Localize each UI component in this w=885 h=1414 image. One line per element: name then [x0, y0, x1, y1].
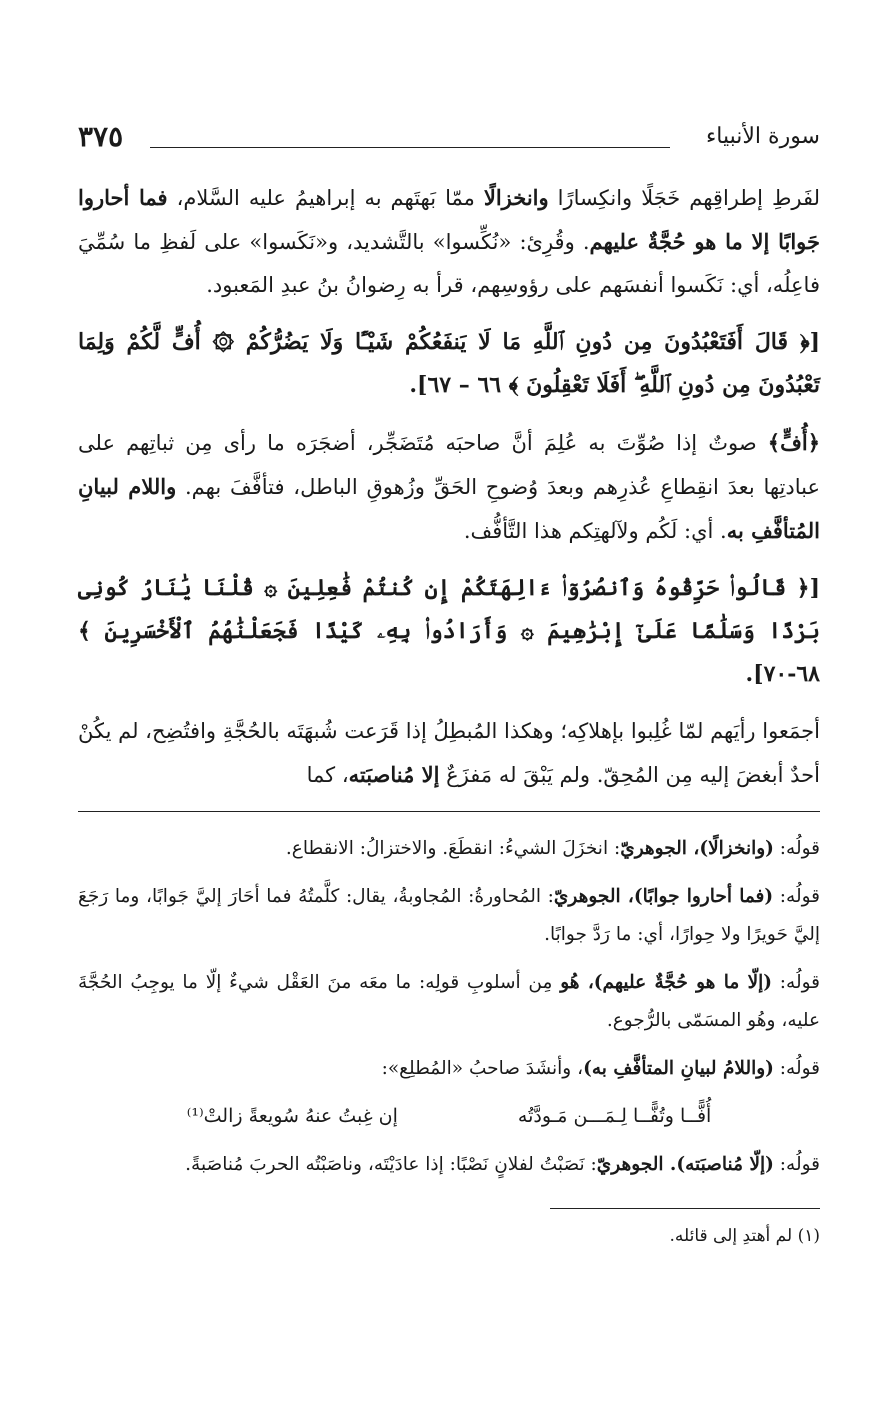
paragraph-3-text-a: أجمَعوا رأيَهم لمّا غُلِبوا بإهلاكِه؛ وهكذا المُبطِلُ إذا قَرَعت شُبهَتَه بالحُجَّةِ وافتُضِح، لم يكُنْ أحدٌ أبغضَ إليه مِن المُحِقّ. ولم يَبْقَ له مَفزَعٌ [78, 719, 820, 787]
note-2-text: : المُحاورةُ: المُجاوبةُ، يقال: كلَّمتُهُ فما أحَارَ إليَّ جَوابًا، وما رَجَعَ إليَّ حَويرًا ولا حِوارًا، أي: ما رَدَّ جوابًا. [78, 886, 820, 945]
poem-hemistich-first: أُفًّــا وتُفًّــا لِـمَـــن مَـودَّتُه [517, 1105, 712, 1127]
note-1-bold: (وانخزالًا)، الجوهريّ [620, 838, 774, 859]
note-4-bold: (واللامُ لبيانِ المتأفَّفِ به) [583, 1058, 774, 1079]
note-4-prefix: قولُه: [773, 1058, 820, 1079]
paragraph-3-bold: إلا مُناصبَته [348, 762, 440, 787]
quran-verse-1: [﴿ قَالَ أَفَتَعْبُدُونَ مِن دُونِ ٱللَّهِ مَا لَا يَنفَعُكُمْ شَيْـًٔا وَلَا يَضُرُّكُمْ ۞ أُفٍّ لَّكُمْ وَلِمَا تَعْبُدُونَ مِن دُونِ ٱللَّهِ ۖ أَفَلَا تَعْقِلُونَ ﴾ ٦٦ – ٦٧]. [78, 329, 820, 398]
note-5 [78, 1146, 820, 1184]
paragraph-2 [78, 421, 820, 553]
quran-verse-2: [﴿ قَالُوا۟ حَرِّقُوهُ وَٱنصُرُوٓا۟ ءَالِهَتَكُمْ إِن كُنتُمْ فَٰعِلِينَ ۞ قُلْنَا يَٰنَارُ كُونِى بَرْدًا وَسَلَٰمًا عَلَىٰٓ إِبْرَٰهِيمَ ۞ وَأَرَادُوا۟ بِهِۦ كَيْدًا فَجَعَلْنَٰهُمُ ٱلْأَخْسَرِينَ ﴾ ٦٨-٧٠]. [78, 575, 820, 687]
paragraph-1-text-a: لفَرطِ إطراقِهم خَجَلًا وانكِسارًا [548, 186, 820, 210]
paragraph-1 [78, 176, 820, 307]
page-header [78, 112, 820, 152]
note-3-prefix: قولُه: [772, 972, 820, 993]
poem-verse [78, 1098, 820, 1134]
note-3 [78, 964, 820, 1040]
main-text [78, 176, 820, 797]
paragraph-1-bold-a: وانخزالًا [483, 185, 549, 210]
paragraph-1-text-d: . وقُرِئ: «نُكِّسوا» بالتَّشديد، و«نَكَسوا» على لَفظِ ما سُمِّيَ فاعِلُه، أي: نَكَسوا أنفسَهم على رؤوسِهم، قرأ به رِضوانُ بنُ عبدِ المَعبود. [78, 230, 820, 297]
note-2-prefix: قولُه: [773, 886, 820, 907]
paragraph-2-text-d: . أي: لَكُم ولآلهتِكم هذا التَّأفُّف. [463, 519, 727, 543]
note-1-prefix: قولُه: [773, 838, 820, 859]
paragraph-3-text-c: ، كما [306, 763, 349, 787]
note-4 [78, 1050, 820, 1088]
note-1 [78, 830, 820, 868]
page-number: ٣٧٥ [78, 120, 124, 153]
note-5-text: : نَصَبْتُ لفلانٍ نَصْبًا: إذا عادَيْتَه، وناصَبْتُه الحربَ مُناصَبةً. [185, 1154, 597, 1175]
note-3-bold: (إلّا ما هو حُجَّةٌ عليهم)، هُو [560, 972, 773, 993]
paragraph-2-keyword: ﴿أُفٍّ﴾ [767, 430, 820, 455]
surah-title: سورة الأنبياء [705, 124, 820, 149]
paragraph-1-text-c: ممّا بَهتَهم به إبراهيمُ عليه السَّلام، [167, 186, 484, 210]
paragraph-2-text-b: صوتٌ إذا صُوِّتَ به عُلِمَ أنَّ صاحبَه مُتَضَجِّر، أضجَرَه ما رأى مِن ثباتِهم على عبادتِها بعدَ انقِطاعِ عُذرِهم وبعدَ وُضوحِ الحَقِّ وزُهوقِ الباطل، فتأفَّفَ بهم. [78, 431, 820, 499]
paragraph-2-bold: واللام لبيانِ المُتأفَّفِ به [78, 474, 820, 543]
footnote-1: (١) لم أهتدِ إلى قائله. [669, 1226, 820, 1246]
note-1-text: : انخزَلَ الشيءُ: انقطَعَ. والاختزالُ: الانقطاع. [285, 838, 621, 859]
note-4-text: ، وأنشَدَ صاحبُ «المُطلِع»: [381, 1058, 584, 1079]
paragraph-1-bold-b: فما أحاروا جَوابًا إلا ما هو حُجَّةٌ عليهم [78, 185, 820, 254]
note-5-bold: (إلّا مُناصبَته). الجوهريّ [596, 1154, 774, 1175]
paragraph-3 [78, 710, 820, 797]
poem-hemistich-second: إن غِبتُ عنهُ سُويعةً زالتْ⁽¹⁾ [186, 1105, 398, 1127]
note-3-text: مِن أسلوبِ قولِه: ما معَه منَ العَقْل شيءٌ إلّا ما يوجِبُ الحُجَّةَ عليه، وهُو المسَمّى بالرُّجوع. [78, 972, 820, 1031]
header-rule [150, 147, 670, 148]
notes-divider [78, 811, 820, 812]
footnote-rule [550, 1208, 820, 1209]
note-2 [78, 878, 820, 954]
note-5-prefix: قولُه: [773, 1154, 820, 1175]
note-2-bold: (فما أحاروا جوابًا)، الجوهريّ [553, 886, 774, 907]
page [78, 112, 820, 1251]
